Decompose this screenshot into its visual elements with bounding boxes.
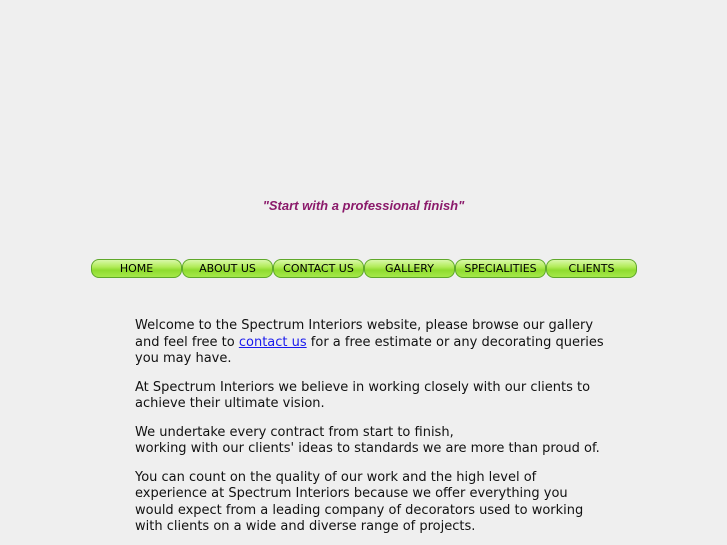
tagline: "Start with a professional finish" — [262, 198, 465, 213]
nav-about-us-button[interactable]: ABOUT US — [182, 259, 273, 278]
nav-specialities-button[interactable]: SPECIALITIES — [455, 259, 546, 278]
nav-home-button[interactable]: HOME — [91, 259, 182, 278]
contract-paragraph — [135, 425, 605, 458]
vision-paragraph: At Spectrum Interiors we believe in working closely with our clients to achieve their ultimate vision. — [135, 379, 591, 411]
quality-paragraph: You can count on the quality of our work and the high level of experience at Spectrum Interiors because we offer everything you would expect from a leading company of decorators used to working with clients on a wide and diverse range of projects. — [135, 469, 584, 534]
nav-gallery-button[interactable]: GALLERY — [364, 259, 455, 278]
main-content — [135, 318, 605, 545]
contract-line-2: working with our clients' ideas to standards we are more than proud of. — [135, 441, 600, 456]
welcome-text-before: Welcome to the Spectrum Interiors website, please browse our gallery and feel free to — [135, 318, 594, 350]
contact-us-link[interactable]: contact us — [238, 334, 307, 350]
contract-line-1: We undertake every contract from start to finish, — [135, 424, 454, 440]
welcome-paragraph — [135, 318, 605, 368]
main-nav — [91, 259, 637, 278]
nav-contact-us-button[interactable]: CONTACT US — [273, 259, 364, 278]
nav-clients-button[interactable]: CLIENTS — [546, 259, 637, 278]
welcome-text-after: for a free estimate or any decorating queries you may have. — [135, 334, 604, 366]
